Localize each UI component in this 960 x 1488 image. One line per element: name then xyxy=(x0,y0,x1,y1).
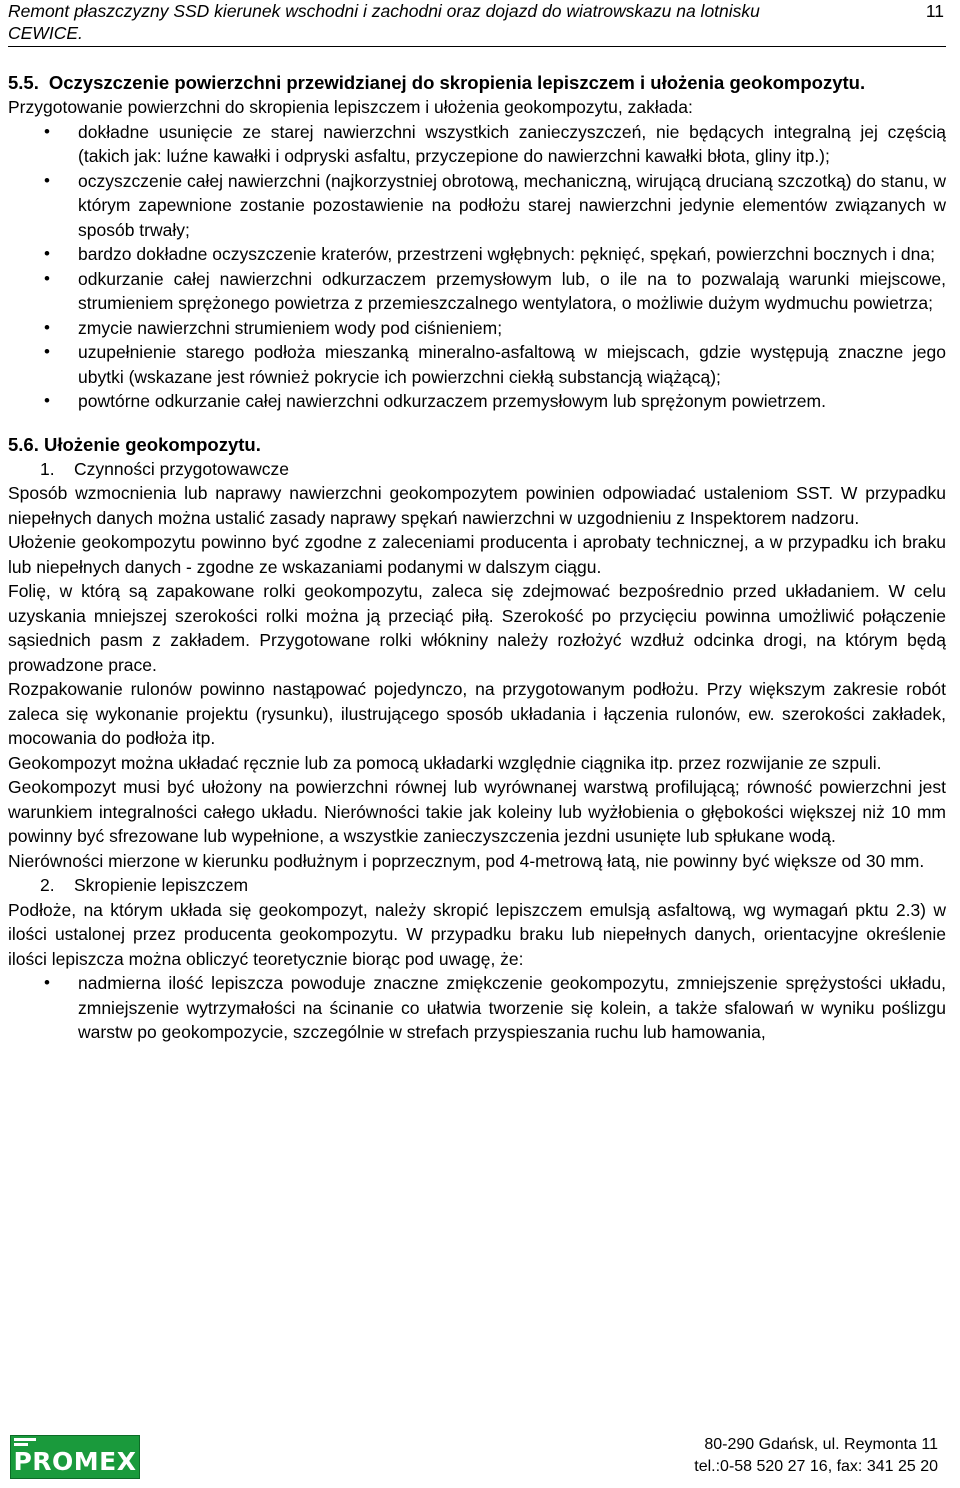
section-5-6-bullet-list xyxy=(8,971,946,1045)
paragraph: Geokompozyt można układać ręcznie lub za pomocą układarki względnie ciągnika itp. przez rozwijanie ze szpuli. xyxy=(8,752,882,773)
subsection-1-title: Czynności przygotowawcze xyxy=(74,458,289,479)
promex-logo xyxy=(10,1435,140,1479)
paragraph: Ułożenie geokompozytu powinno być zgodne z zaleceniami producenta i aprobaty technicznej, a w przypadku ich braku lub niepełnych danych - zgodne ze wskazaniami podanymi w dalszym ciągu. xyxy=(8,532,946,577)
section-5-5-intro: Przygotowanie powierzchni do skropienia lepiszczem i ułożenia geokompozytu, zakłada: xyxy=(8,97,693,117)
section-5-5-number: 5.5. xyxy=(8,72,39,93)
address-line-2: tel.:0-58 520 27 16, fax: 341 25 20 xyxy=(694,1458,938,1475)
list-item: • dokładne usunięcie ze starej nawierzchni wszystkich zanieczyszczeń, nie będących integralną jej częścią (takich jak: luźne kawałki i odpryski asfaltu, przyczepione do nawierzchni kawałki błota, gliny itp.); xyxy=(8,120,946,169)
address-line-1: 80-290 Gdańsk, ul. Reymonta 11 xyxy=(704,1436,938,1453)
paragraph: Sposób wzmocnienia lub naprawy nawierzchni geokompozytem powinien odpowiadać ustaleniom SST. W przypadku niepełnych danych można ustalić zasady naprawy spękań nawierzchni w uzgodnieniu z Inspektorem nadzoru. xyxy=(8,483,946,528)
page-header xyxy=(8,0,946,47)
list-item: • nadmierna ilość lepiszcza powoduje znaczne zmiękczenie geokompozytu, zmniejszenie sprężystości układu, zmniejszenie wytrzymałości na ścinanie co ułatwia tworzenie się kolein, a także sfalowań w wyniku poślizgu warstw po geokompozycie, szczególnie w strefach przyspieszania ruchu lub hamowania, xyxy=(8,971,946,1045)
section-5-6-heading: 5.6. Ułożenie geokompozytu. xyxy=(8,433,261,455)
logo-mark-icon xyxy=(14,1438,36,1447)
subsection-2-title: Skropienie lepiszczem xyxy=(74,875,249,895)
subsection-2-number: 2. xyxy=(40,875,55,895)
paragraph: Nierówności mierzone w kierunku podłużnym i poprzecznym, pod 4-metrową łatą, nie powinny być większe od 30 mm. xyxy=(8,850,925,871)
page-number: 11 xyxy=(925,1,944,21)
page-footer xyxy=(8,1432,946,1482)
page-content xyxy=(8,70,946,1045)
list-item: • uzupełnienie starego podłoża mieszanką mineralno-asfaltową w miejscach, gdzie występują znaczne jego ubytki (wskazane jest również pokrycie ich powierzchni ciekłą substancją wiążącą); xyxy=(8,340,946,389)
paragraph: Podłoże, na którym układa się geokompozyt, należy skropić lepiszczem emulsją asfaltową, wg wymagań pktu 2.3) w ilości ustalonej przez producenta geokompozytu. W przypadku braku lub niepełnych danych, orientacyjne określenie ilości lepiszcza można obliczyć teoretycznie biorąc pod uwagę, że: xyxy=(8,899,946,969)
paragraph: Rozpakowanie rulonów powinno nastąpować pojedynczo, na przygotowanym podłożu. Przy większym zakresie robót zaleca się wykonanie projektu (rysunku), ilustrującego sposób układania i łączenia rulonów, ew. szerokości zakładek, mocowania do podłoża itp. xyxy=(8,679,946,748)
paragraph: Folię, w którą są zapakowane rolki geokompozytu, zaleca się zdejmować bezpośrednio przed układaniem. W celu uzyskania mniejszej szerokości rolki można ją przeciąć piłą. Szerokość po przycięciu powinna umożliwić połączenie sąsiednich pasm z zakładem. Przygotowane rolki włókniny należy rozłożyć wzdłuż odcinka drogi, na którym będą prowadzone prace. xyxy=(8,581,946,675)
footer-address xyxy=(694,1434,938,1478)
list-item: • bardzo dokładne oczyszczenie kraterów, przestrzeni wgłębnych: pęknięć, spękań, powierzchni bocznych i dna; xyxy=(8,242,946,267)
document-page xyxy=(8,0,946,1488)
list-item: • oczyszczenie całej nawierzchni (najkorzystniej obrotową, mechaniczną, wirującą drucianą szczotką) do stanu, w którym zapewnione zostanie pozostawienie na podłożu starej nawierzchni jedynie elementów związanych w sposób trwały; xyxy=(8,169,946,243)
list-item: • zmycie nawierzchni strumieniem wody pod ciśnieniem; xyxy=(8,316,946,341)
subsection-2-heading xyxy=(8,873,946,898)
section-5-5-heading xyxy=(8,70,946,95)
section-5-5-title: Oczyszczenie powierzchni przewidzianej do skropienia lepiszczem i ułożenia geokompozytu. xyxy=(48,72,866,93)
subsection-1-heading xyxy=(8,457,946,482)
paragraph: Geokompozyt musi być ułożony na powierzchni równej lub wyrównanej warstwą profilującą; równość powierzchni jest warunkiem integralności całego układu. Nierówności takie jak koleiny lub wyżłobienia o głębokości większej niż 10 mm powinny być sfrezowane lub wypełnione, a wszystkie zanieczyszczenia jezdni usunięte lub spłukane wodą. xyxy=(8,777,946,846)
section-5-5-bullet-list xyxy=(8,120,946,414)
list-item: • odkurzanie całej nawierzchni odkurzaczem przemysłowym lub, o ile na to pozwalają warunki miejscowe, strumieniem sprężonego powietrza z przemieszczalnego wentylatora, o możliwie dużym wydmuchu powietrza; xyxy=(8,267,946,316)
header-title: Remont płaszczyzny SSD kierunek wschodni i zachodni oraz dojazd do wiatrowskazu na lotnisku CEWICE. xyxy=(8,1,760,43)
list-item: • powtórne odkurzanie całej nawierzchni odkurzaczem przemysłowym lub sprężonym powietrzem. xyxy=(8,389,946,414)
subsection-1-number: 1. xyxy=(40,458,55,479)
logo-text: PROMEX xyxy=(13,1447,137,1476)
